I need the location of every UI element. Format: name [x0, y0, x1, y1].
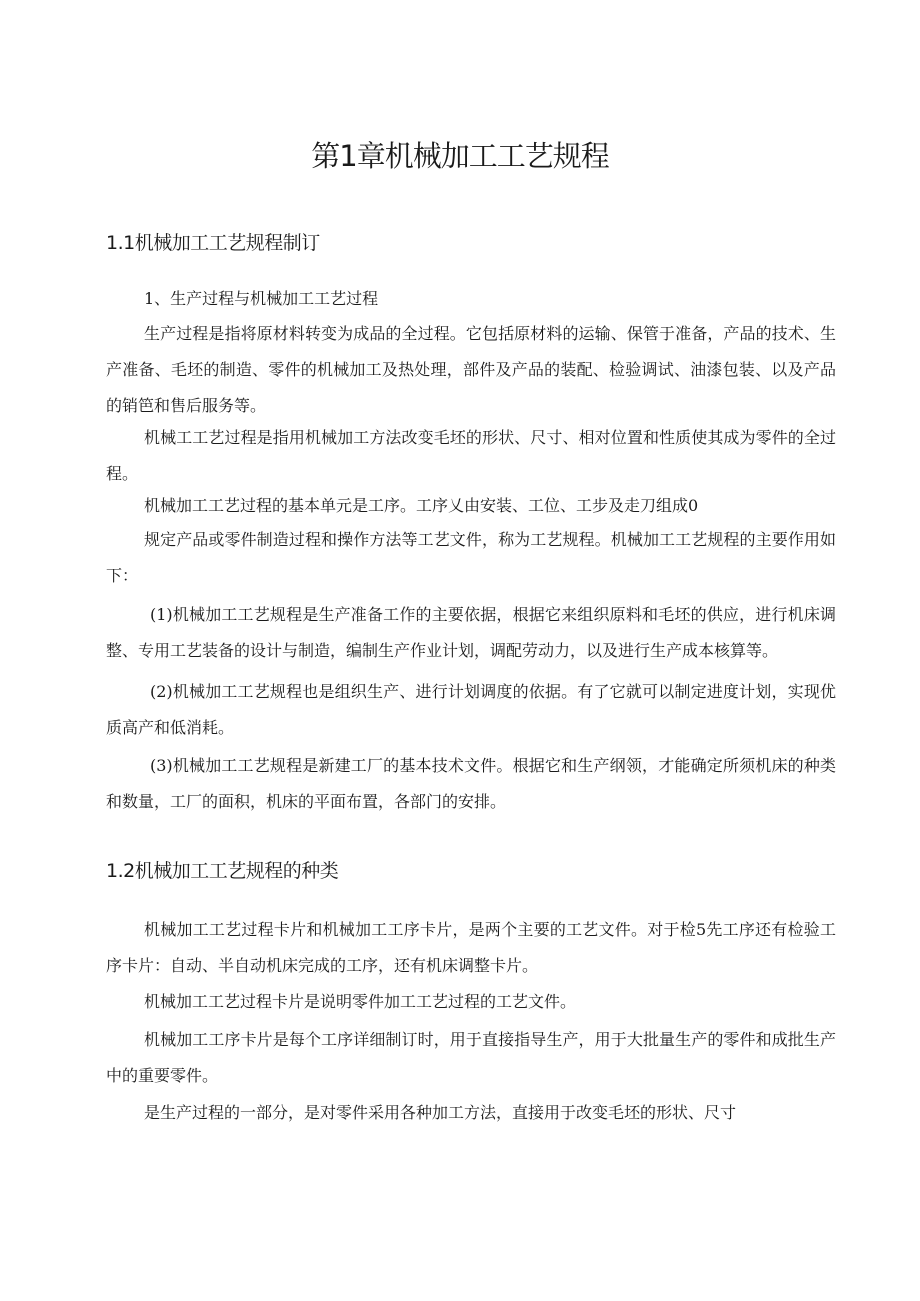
paragraph-cards-overview: 机械加工工艺过程卡片和机械加工工序卡片，是两个主要的工艺文件。对于检5先工序还有检验工序卡片：自动、半自动机床完成的工序，还有机床调整卡片。	[106, 920, 836, 975]
paragraph-production-part: 是生产过程的一部分，是对零件采用各种加工方法，直接用于改变毛坯的形状、尺寸	[144, 1103, 737, 1122]
list-item-3: (3)机械加工工艺规程是新建工厂的基本技术文件。根据它和生产纲领，才能确定所须机床的种类和数量，工厂的面积，机床的平面布置，各部门的安排。	[106, 756, 836, 811]
paragraph-process-spec: 规定产品或零件制造过程和操作方法等工艺文件，称为工艺规程。机械加工工艺规程的主要作用如下：	[106, 530, 836, 585]
paragraph-machining-process: 机械工工艺过程是指用机械加工方法改变毛坯的形状、尺寸、相对位置和性质使其成为零件的全过程。	[106, 428, 836, 483]
chapter-title: 第1章机械加工工艺规程	[311, 139, 609, 173]
subheading-production-process: 1、生产过程与机械加工工艺过程	[144, 289, 379, 308]
paragraph-process-card: 机械加工工艺过程卡片是说明零件加工工艺过程的工艺文件。	[144, 992, 577, 1011]
list-item-2: (2)机械加工工艺规程也是组织生产、进行计划调度的依据。有了它就可以制定进度计划，实现优质高产和低消耗。	[106, 682, 836, 737]
paragraph-production-process: 生产过程是指将原材料转变为成品的全过程。它包括原材料的运输、保管于准备，产品的技术、生产准备、毛坯的制造、零件的机械加工及热处理，部件及产品的装配、检验调试、油漆包装、以及产品的销笆和售后服务等。	[106, 324, 836, 415]
paragraph-basic-unit: 机械加工工艺过程的基本单元是工序。工序乂由安装、工位、工步及走刀组成0	[144, 496, 699, 515]
section-1-2-title: 1.2机械加工工艺规程的种类	[106, 860, 339, 882]
list-item-1: (1)机械加工工艺规程是生产准备工作的主要依据，根据它来组织原料和毛坯的供应，进行机床调整、专用工艺装备的设计与制造，编制生产作业计划，调配劳动力，以及进行生产成本核算等。	[106, 605, 836, 660]
section-1-1-title: 1.1机械加工工艺规程制订	[106, 232, 320, 254]
paragraph-operation-card: 机械加工工序卡片是每个工序详细制订时，用于直接指导生产，用于大批量生产的零件和成批生产中的重要零件。	[106, 1030, 836, 1085]
